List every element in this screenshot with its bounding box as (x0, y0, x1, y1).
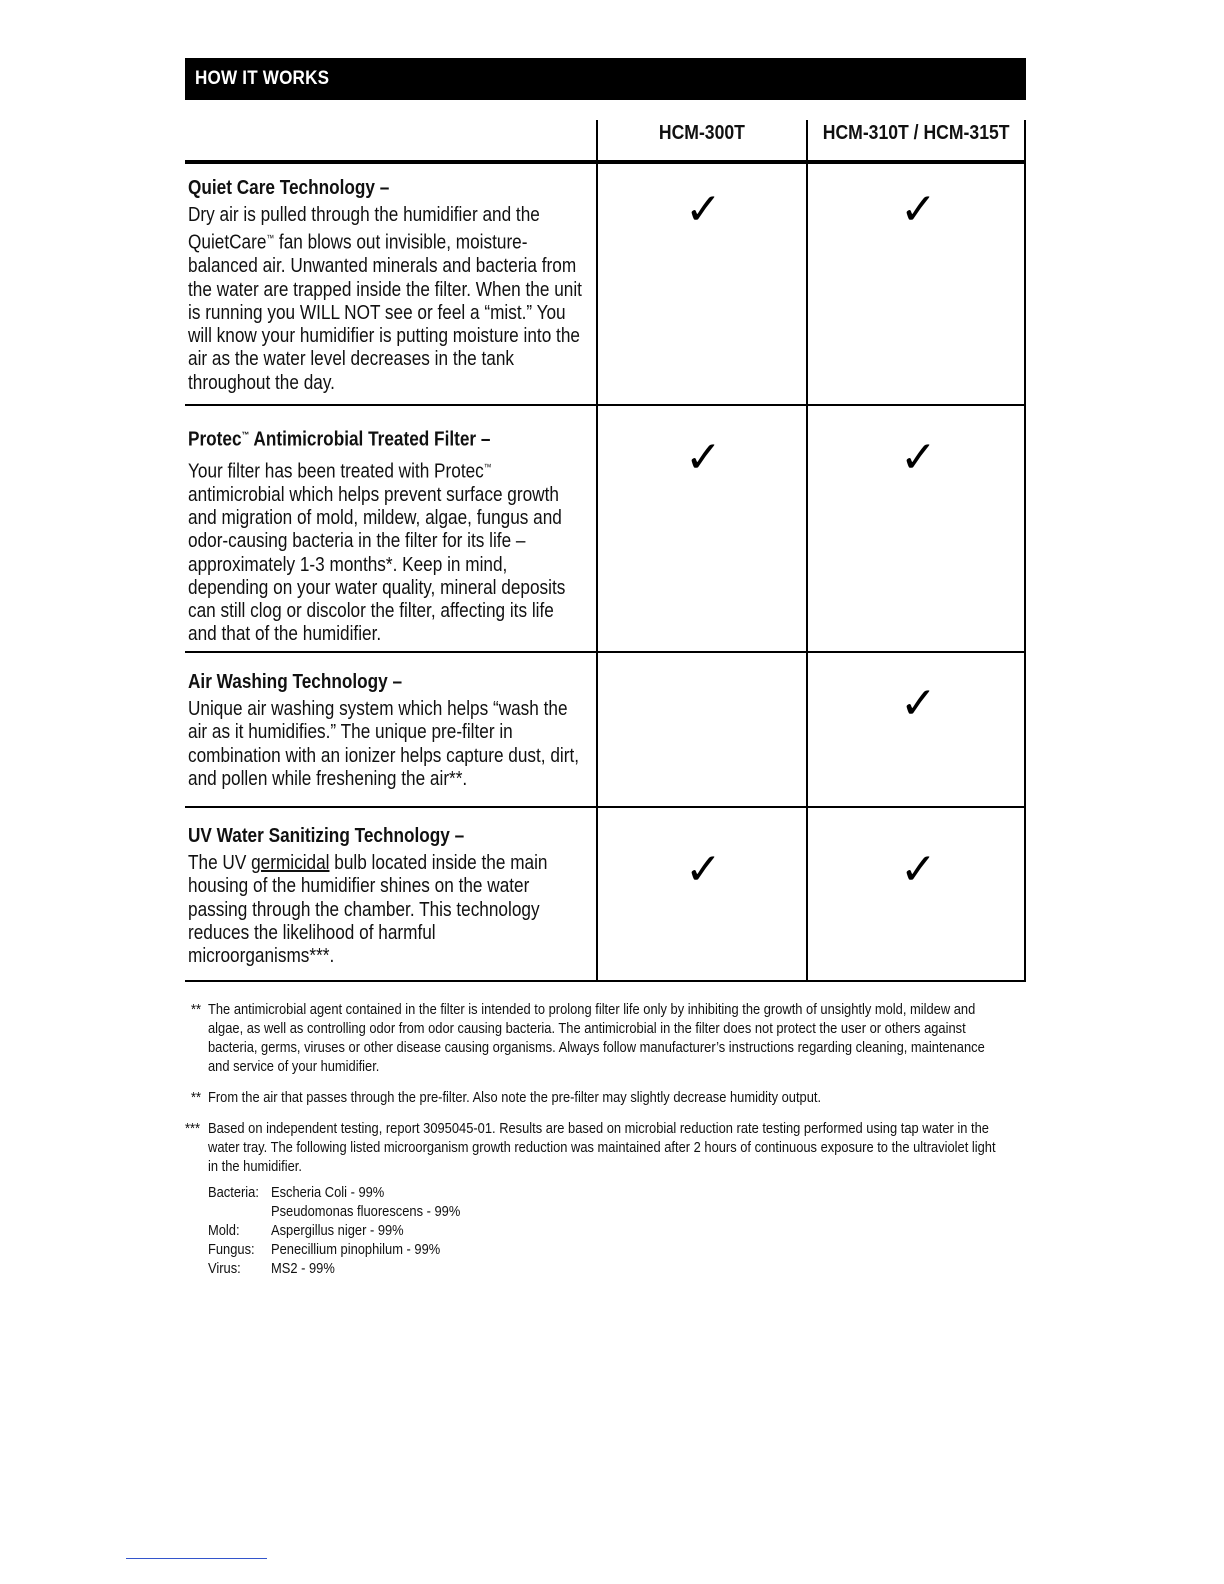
feature-row-protec-filter (188, 423, 588, 647)
section-title: HOW IT WORKS (195, 68, 330, 89)
section-banner (185, 58, 1026, 100)
result-category: Virus: (208, 1260, 241, 1277)
column-header-hcm-300t (598, 120, 806, 160)
footnote-mark (191, 1088, 203, 1107)
feature-row-uv-sanitizing (188, 824, 588, 968)
description-text: bulb located inside the main housing of the humidifier shines on the water passing through the chamber. This technology reduces the likelihood of harmful microorganisms***. (188, 852, 548, 968)
check-icon: ✓ (900, 844, 937, 895)
result-row (208, 1240, 1020, 1259)
feature-comparison-table (185, 120, 1026, 982)
feature-title: Air Washing Technology – (188, 671, 403, 693)
feature-row-quiet-care (188, 176, 588, 395)
result-value: Pseudomonas fluorescens - 99% (271, 1203, 461, 1220)
footnote-mark-text: ** (191, 1001, 202, 1018)
feature-title (188, 423, 532, 452)
description-text: antimicrobial which helps prevent surface growth and migration of mold, mildew, algae, fungus and odor-causing bacteria in the filter for its life – approximately 1-3 months*. Keep in mind, depending on your water quality, mineral deposits can still clog or discolor the filter, affecting its life and that of the humidifier. (188, 483, 566, 646)
result-category: Fungus: (208, 1241, 255, 1258)
footer-rule (126, 1558, 267, 1559)
footnote-mark-text: ** (191, 1089, 202, 1106)
check-icon: ✓ (685, 844, 722, 895)
description-text: Dry air is pulled through the humidifier and the QuietCare (188, 204, 540, 254)
result-category: Mold: (208, 1222, 240, 1239)
description-text: Your filter has been treated with Protec (188, 460, 484, 483)
trademark-mark: ™ (241, 430, 250, 440)
row-divider (185, 651, 1026, 653)
row-divider (185, 404, 1026, 406)
footnote-text: From the air that passes through the pre-filter. Also note the pre-filter may slightly decrease humidity output. (208, 1089, 822, 1106)
column-divider (806, 120, 808, 982)
feature-row-air-washing (188, 670, 588, 791)
footnote-mark (191, 1000, 203, 1019)
description-text: fan blows out invisible, moisture-balanced air. Unwanted minerals and bacteria from the water are trapped inside the filter. When the unit is running you WILL NOT see or feel a “mist.” You will know your humidifier is putting moisture into the air as the water level decreases in the tank throughout the day. (188, 231, 582, 394)
title-text: Protec (188, 428, 242, 451)
result-row (208, 1259, 1020, 1278)
feature-description (188, 456, 584, 647)
footnote (185, 1119, 1020, 1176)
description-text: The UV (188, 852, 252, 874)
check-icon: ✓ (900, 184, 937, 235)
result-value: Escheria Coli - 99% (271, 1184, 385, 1201)
feature-description (188, 852, 584, 968)
feature-description: Unique air washing system which helps “wash the air as it humidifies.” The unique pre-filter in combination with an ionizer helps capture dust, dirt, and pollen while freshening the air**. (188, 698, 580, 790)
check-icon: ✓ (685, 432, 722, 483)
footnotes (185, 1000, 1020, 1278)
feature-title: UV Water Sanitizing Technology – (188, 825, 465, 847)
footnote-text: Based on independent testing, report 3095045-01. Results are based on microbial reduction rate testing performed using tap water in the water tray. The following listed microorganism growth reduction was maintained after 2 hours of continuous exposure to the ultraviolet light in the humidifier. (208, 1120, 996, 1175)
check-icon: ✓ (900, 678, 937, 729)
column-header-hcm-310t-315t (808, 120, 1024, 160)
test-results-list (208, 1183, 1020, 1278)
feature-title: Quiet Care Technology – (188, 177, 390, 199)
result-value: Penecillium pinophilum - 99% (271, 1241, 441, 1258)
header-rule (185, 160, 1026, 164)
title-text: Antimicrobial Treated Filter – (249, 428, 491, 451)
column-divider (596, 120, 598, 982)
trademark-mark: ™ (266, 233, 275, 244)
footnote-mark-text: *** (185, 1120, 201, 1137)
check-icon: ✓ (900, 432, 937, 483)
feature-description (188, 204, 584, 395)
underlined-term: germicidal (251, 852, 330, 874)
table-right-border (1024, 120, 1026, 982)
result-row (208, 1183, 1020, 1202)
row-divider (185, 806, 1026, 808)
footnote-mark (185, 1119, 203, 1138)
result-category: Bacteria: (208, 1184, 259, 1201)
check-icon: ✓ (685, 184, 722, 235)
result-row (208, 1202, 1020, 1221)
result-value: Aspergillus niger - 99% (271, 1222, 404, 1239)
column-header-label: HCM-300T (658, 122, 746, 144)
footnote (185, 1000, 1020, 1076)
footnote (185, 1088, 1020, 1107)
result-row (208, 1221, 1020, 1240)
column-header-label: HCM-310T / HCM-315T (822, 122, 1010, 144)
result-value: MS2 - 99% (271, 1260, 335, 1277)
table-bottom-rule (185, 980, 1026, 982)
trademark-mark: ™ (483, 461, 492, 472)
footnote-text: The antimicrobial agent contained in the filter is intended to prolong filter life only by inhibiting the growth of unsightly mold, mildew and algae, as well as controlling odor from odor causing bacteria. The antimicrobial in the filter does not protect the user or others against bacteria, germs, viruses or other disease causing organisms. Always follow manufacturer’s instructions regarding cleaning, maintenance and service of your humidifier. (208, 1001, 985, 1075)
